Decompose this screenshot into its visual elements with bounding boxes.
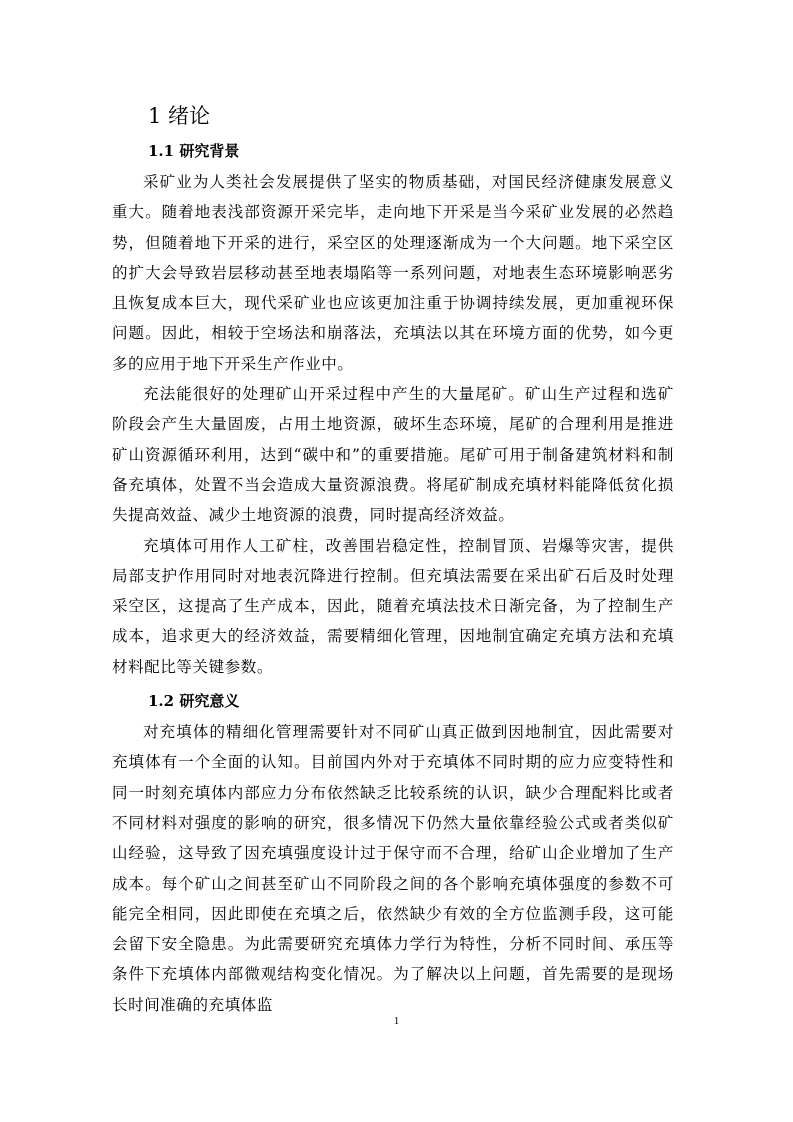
page-content	[112, 100, 674, 1020]
paragraph: 对充填体的精细化管理需要针对不同矿山真正做到因地制宜，因此需要对充填体有一个全面的认知。目前国内外对于充填体不同时期的应力应变特性和同一时刻充填体内部应力分布依然缺乏比较系统的认识，缺少合理配料比或者不同材料对强度的影响的研究，很多情况下仍然大量依靠经验公式或者类似矿山经验，这导致了因充填强度设计过于保守而不合理，给矿山企业增加了生产成本。每个矿山之间甚至矿山不同阶段之间的各个影响充填体强度的参数不可能完全相同，因此即使在充填之后，依然缺少有效的全方位监测手段，这可能会留下安全隐患。为此需要研究充填体力学行为特性，分析不同时间、承压等条件下充填体内部微观结构变化情况。为了解决以上问题，首先需要的是现场长时间准确的充填体监	[112, 723, 674, 1014]
chapter-heading: 1 绪论	[148, 104, 211, 128]
paragraph: 充填体可用作人工矿柱，改善围岩稳定性，控制冒顶、岩爆等灾害，提供局部支护作用同时对地表沉降进行控制。但充填法需要在采出矿石后及时处理采空区，这提高了生产成本，因此，随着充填法技术日渐完备，为了控制生产成本，追求更大的经济效益，需要精细化管理，因地制宜确定充填方法和充填材料配比等关键参数。	[112, 536, 674, 676]
paragraph: 采矿业为人类社会发展提供了坚实的物质基础，对国民经济健康发展意义重大。随着地表浅部资源开采完毕，走向地下开采是当今采矿业发展的必然趋势，但随着地下开采的进行，采空区的处理逐渐成为一个大问题。地下采空区的扩大会导致岩层移动甚至地表塌陷等一系列问题，对地表生态环境影响恶劣且恢复成本巨大，现代采矿业也应该更加注重于协调持续发展，更加重视环保问题。因此，相较于空场法和崩落法，充填法以其在环境方面的优势，如今更多的应用于地下开采生产作业中。	[112, 173, 674, 373]
section-heading-background: 1.1 研究背景	[148, 142, 240, 160]
paragraph: 充法能很好的处理矿山开采过程中产生的大量尾矿。矿山生产过程和选矿阶段会产生大量固废，占用土地资源，破坏生态环境，尾矿的合理利用是推进矿山资源循环利用，达到“碳中和”的重要措施。尾矿可用于制备建筑材料和制备充填体，处置不当会造成大量资源浪费。将尾矿制成充填材料能降低贫化损失提高效益、减少土地资源的浪费，同时提高经济效益。	[112, 385, 674, 525]
section-heading-significance: 1.2 研究意义	[148, 692, 240, 711]
page-number: 1	[393, 1015, 400, 1027]
